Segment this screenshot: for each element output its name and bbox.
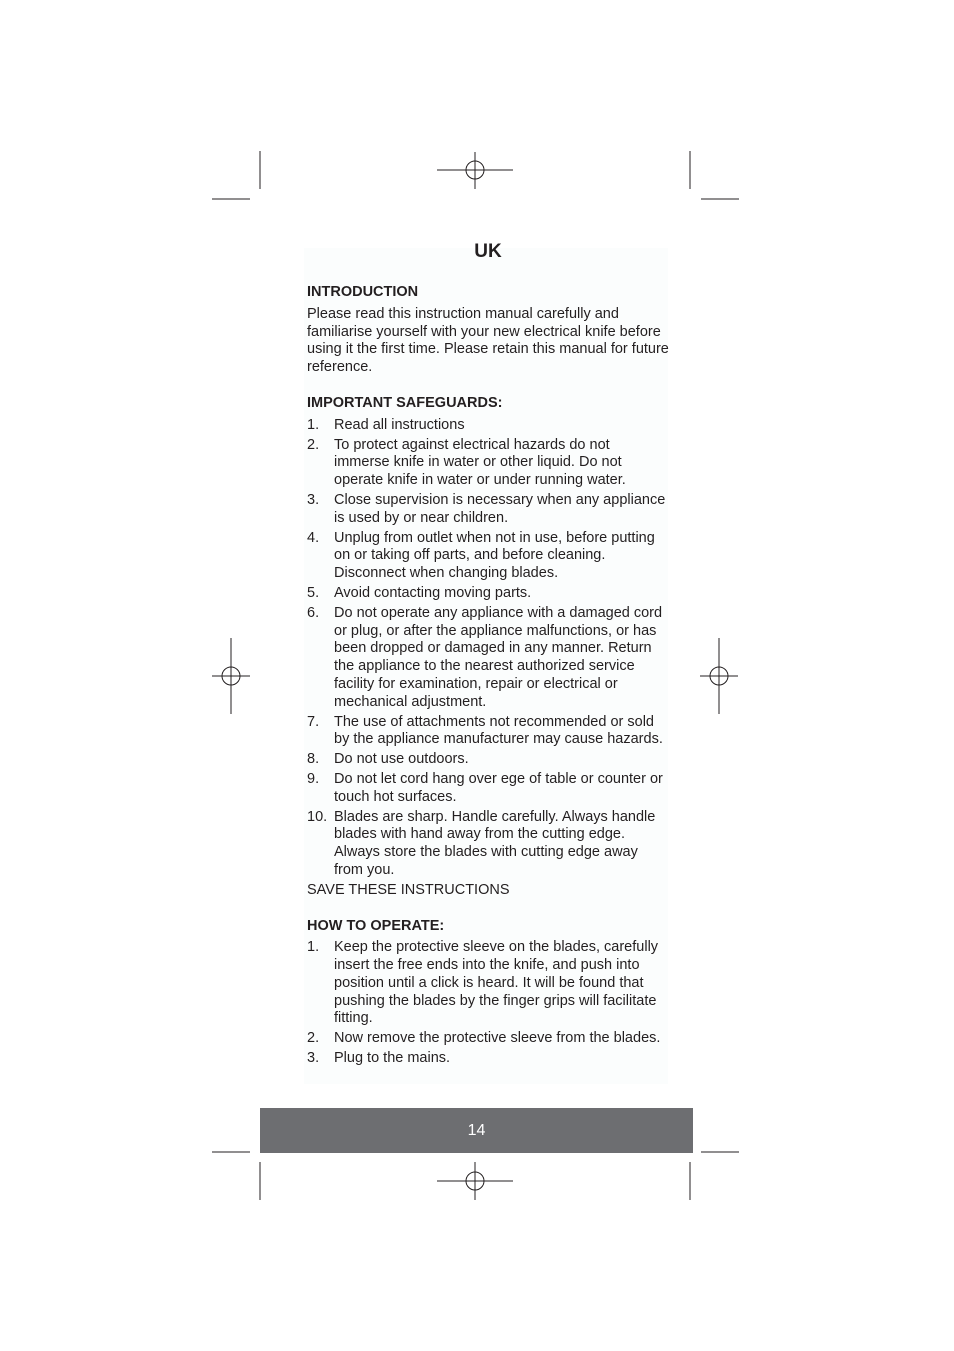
page-footer-bar (260, 1108, 693, 1153)
manual-content (307, 240, 669, 1070)
item-text: Plug to the mains. (334, 1050, 451, 1067)
item-number: 3. (307, 1050, 320, 1067)
item-text: Blades are sharp. Handle carefully. Always handle blades with hand away from the cutting edge. Always store the blades with cutting edge away from you. (334, 808, 656, 878)
item-number: 6. (307, 604, 320, 621)
item-text: To protect against electrical hazards do not immerse knife in water or other liquid. Do not operate knife in water or under running water. (334, 436, 626, 489)
page-number: 14 (467, 1122, 486, 1139)
item-text: Close supervision is necessary when any appliance is used by or near children. (334, 491, 666, 526)
item-number: 5. (307, 584, 320, 601)
list-item (307, 492, 669, 528)
list-item (307, 605, 669, 712)
item-text: Do not operate any appliance with a damaged cord or plug, or after the appliance malfunctions, or has been dropped or damaged in any manner. Return the appliance to the nearest authorized service facility for examination, repair or electrical or mechanical adjustment. (334, 604, 663, 710)
item-text: Avoid contacting moving parts. (334, 584, 532, 601)
item-text: Keep the protective sleeve on the blades, carefully insert the free ends into the knife, and push into position until a click is heard. It will be found that pushing the blades by the finger grips will facilitate fitting. (334, 939, 659, 1027)
item-number: 1. (307, 416, 320, 433)
item-text: Do not let cord hang over ege of table or counter or touch hot surfaces. (334, 770, 663, 805)
list-item (307, 751, 669, 769)
item-number: 1. (307, 939, 320, 956)
item-number: 10. (307, 808, 328, 825)
list-item (307, 437, 669, 490)
safeguards-list (307, 417, 669, 880)
list-item (307, 1030, 669, 1048)
item-number: 2. (307, 1030, 320, 1047)
item-number: 7. (307, 713, 320, 730)
list-item (307, 771, 669, 807)
item-text: Now remove the protective sleeve from the blades. (334, 1030, 661, 1047)
list-item (307, 417, 669, 435)
language-code: UK (474, 241, 502, 262)
item-text: Unplug from outlet when not in use, before putting on or taking off parts, and before cleaning. Disconnect when changing blades. (334, 529, 655, 582)
list-item (307, 1050, 669, 1068)
item-number: 3. (307, 491, 320, 508)
list-item (307, 530, 669, 583)
list-item (307, 585, 669, 603)
list-item (307, 809, 669, 880)
list-item (307, 714, 669, 750)
save-instructions-note: SAVE THESE INSTRUCTIONS (307, 881, 510, 898)
list-item (307, 939, 669, 1028)
item-number: 9. (307, 770, 320, 787)
item-number: 4. (307, 529, 320, 546)
item-text: Read all instructions (334, 416, 465, 433)
operate-heading: HOW TO OPERATE: (307, 917, 445, 934)
operate-list (307, 939, 669, 1068)
introduction-heading: INTRODUCTION (307, 284, 419, 300)
introduction-text: Please read this instruction manual carefully and familiarise yourself with your new electrical knife before using it the first time. Please retain this manual for future reference. (307, 305, 669, 376)
safeguards-heading: IMPORTANT SAFEGUARDS: (307, 394, 503, 411)
item-number: 8. (307, 751, 320, 768)
item-number: 2. (307, 436, 320, 453)
item-text: Do not use outdoors. (334, 751, 469, 768)
item-text: The use of attachments not recommended or sold by the appliance manufacturer may cause hazards. (334, 713, 663, 748)
